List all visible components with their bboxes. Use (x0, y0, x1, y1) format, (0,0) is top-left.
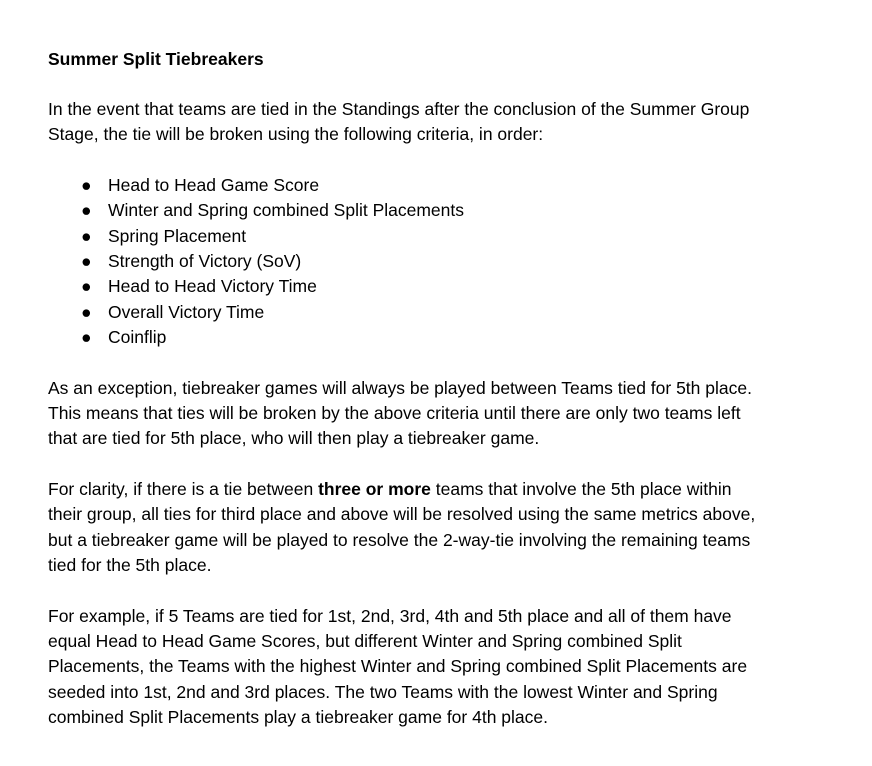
list-item-text: Spring Placement (108, 225, 247, 246)
list-item-text: Coinflip (108, 326, 167, 347)
list-item (48, 274, 848, 299)
list-item-text: Strength of Victory (SoV) (108, 250, 302, 271)
text-line: Stage, the tie will be broken using the following criteria, in order: (48, 124, 544, 145)
text-line: equal Head to Head Game Scores, but different Winter and Spring combined Split (48, 631, 682, 652)
list-item (48, 224, 848, 249)
text-line: For example, if 5 Teams are tied for 1st, 2nd, 3rd, 4th and 5th place and all of them have (48, 605, 732, 626)
text-line: combined Split Placements play a tiebreaker game for 4th place. (48, 706, 548, 727)
text-line: As an exception, tiebreaker games will always be played between Teams tied for 5th place. (48, 377, 752, 398)
tiebreaker-criteria-list (48, 173, 848, 350)
text-line: This means that ties will be broken by the above criteria until there are only two teams left (48, 402, 741, 423)
clarity-paragraph (48, 477, 848, 578)
text-line: tied for the 5th place. (48, 554, 212, 575)
example-paragraph (48, 604, 848, 730)
list-item-text: Head to Head Game Score (108, 175, 320, 196)
list-item (48, 249, 848, 274)
bullet-icon: ● (81, 175, 92, 196)
text-line: but a tiebreaker game will be played to resolve the 2-way-tie involving the remaining teams (48, 529, 751, 550)
document (48, 47, 848, 756)
text-run: teams that involve the 5th place within (430, 479, 732, 500)
list-item-text: Overall Victory Time (108, 301, 265, 322)
list-item (48, 173, 848, 198)
list-item (48, 300, 848, 325)
intro-paragraph (48, 97, 848, 148)
text-line: Placements, the Teams with the highest Winter and Spring combined Split Placements are (48, 656, 748, 677)
list-item-text: Head to Head Victory Time (108, 276, 317, 297)
bullet-icon: ● (81, 200, 92, 221)
text-run: For clarity, if there is a tie between (48, 479, 319, 500)
bold-text: three or more (318, 479, 431, 500)
list-item (48, 325, 848, 350)
text-line: that are tied for 5th place, who will then play a tiebreaker game. (48, 428, 540, 449)
bullet-icon: ● (81, 225, 92, 246)
bullet-icon: ● (81, 276, 92, 297)
text-line: In the event that teams are tied in the Standings after the conclusion of the Summer Group (48, 99, 750, 119)
text-line: their group, all ties for third place and above will be resolved using the same metrics above, (48, 504, 756, 525)
text-line (48, 477, 848, 502)
section-title: Summer Split Tiebreakers (48, 49, 264, 69)
bullet-icon: ● (81, 301, 92, 322)
list-item-text: Winter and Spring combined Split Placements (108, 200, 465, 221)
list-item (48, 198, 848, 223)
bullet-icon: ● (81, 250, 92, 271)
bullet-icon: ● (81, 326, 92, 347)
text-line: seeded into 1st, 2nd and 3rd places. The two Teams with the lowest Winter and Spring (48, 681, 718, 702)
exception-paragraph (48, 376, 848, 452)
